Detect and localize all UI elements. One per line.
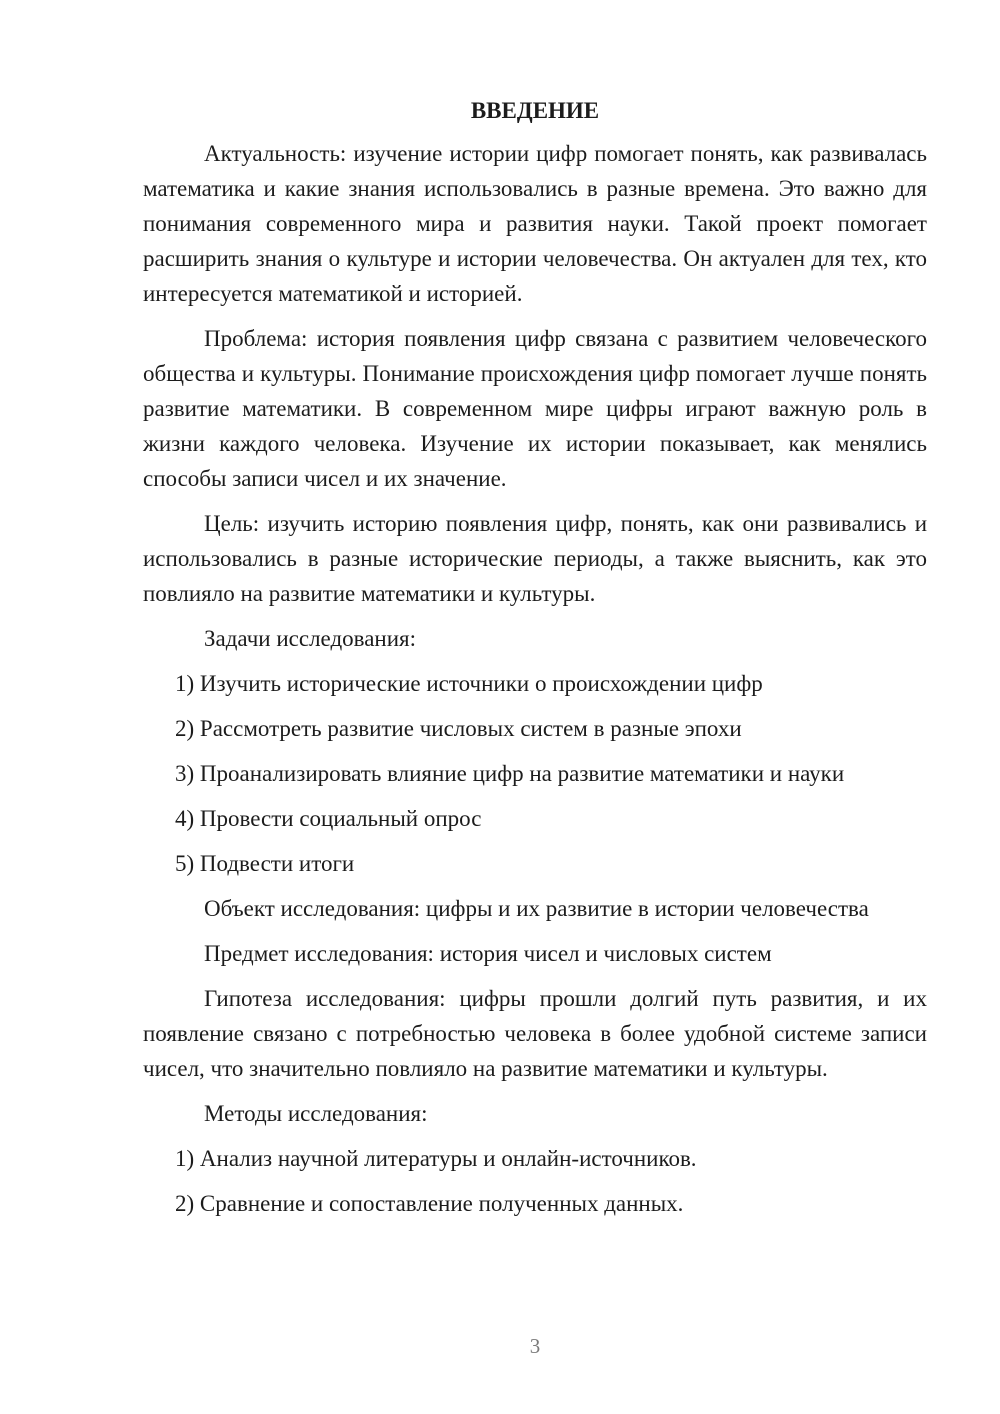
hypothesis-paragraph: Гипотеза исследования: цифры прошли долгий путь развития, и их появление связано с потребностью человека в более удобной системе записи чисел, что значительно повлияло на развитие математики и культуры. [143, 986, 927, 1081]
subject-paragraph: Предмет исследования: история чисел и числовых систем [204, 941, 772, 966]
page-content [143, 96, 927, 1231]
goal-paragraph: Цель: изучить историю появления цифр, понять, как они развивались и использовались в разные исторические периоды, а также выяснить, как это повлияло на развитие математики и культуры. [143, 511, 927, 606]
section-title: ВВЕДЕНИЕ [470, 98, 600, 123]
task-item: 3) Проанализировать влияние цифр на развитие математики и науки [175, 761, 845, 786]
task-item: 2) Рассмотреть развитие числовых систем в разные эпохи [175, 716, 742, 741]
problem-paragraph: Проблема: история появления цифр связана с развитием человеческого общества и культуры. Понимание происхождения цифр помогает лучше понять развитие математики. В современном мире цифры играют важную роль в жизни каждого человека. Изучение их истории показывает, как менялись способы записи чисел и их значение. [143, 326, 927, 491]
page-number: 3 [529, 1334, 541, 1358]
tasks-heading: Задачи исследования: [204, 626, 417, 651]
methods-list [143, 1141, 927, 1221]
methods-heading: Методы исследования: [204, 1101, 428, 1126]
method-item: 1) Анализ научной литературы и онлайн-источников. [175, 1146, 697, 1171]
task-item: 4) Провести социальный опрос [175, 806, 482, 831]
task-item: 1) Изучить исторические источники о происхождении цифр [175, 671, 763, 696]
tasks-list [143, 666, 927, 881]
relevance-paragraph: Актуальность: изучение истории цифр помогает понять, как развивалась математика и какие знания использовались в разные времена. Это важно для понимания современного мира и развития науки. Такой проект помогает расширить знания о культуре и истории человечества. Он актуален для тех, кто интересуется математикой и историей. [143, 141, 927, 306]
task-item: 5) Подвести итоги [175, 851, 355, 876]
object-paragraph: Объект исследования: цифры и их развитие в истории человечества [204, 896, 869, 921]
method-item: 2) Сравнение и сопоставление полученных данных. [175, 1191, 684, 1216]
